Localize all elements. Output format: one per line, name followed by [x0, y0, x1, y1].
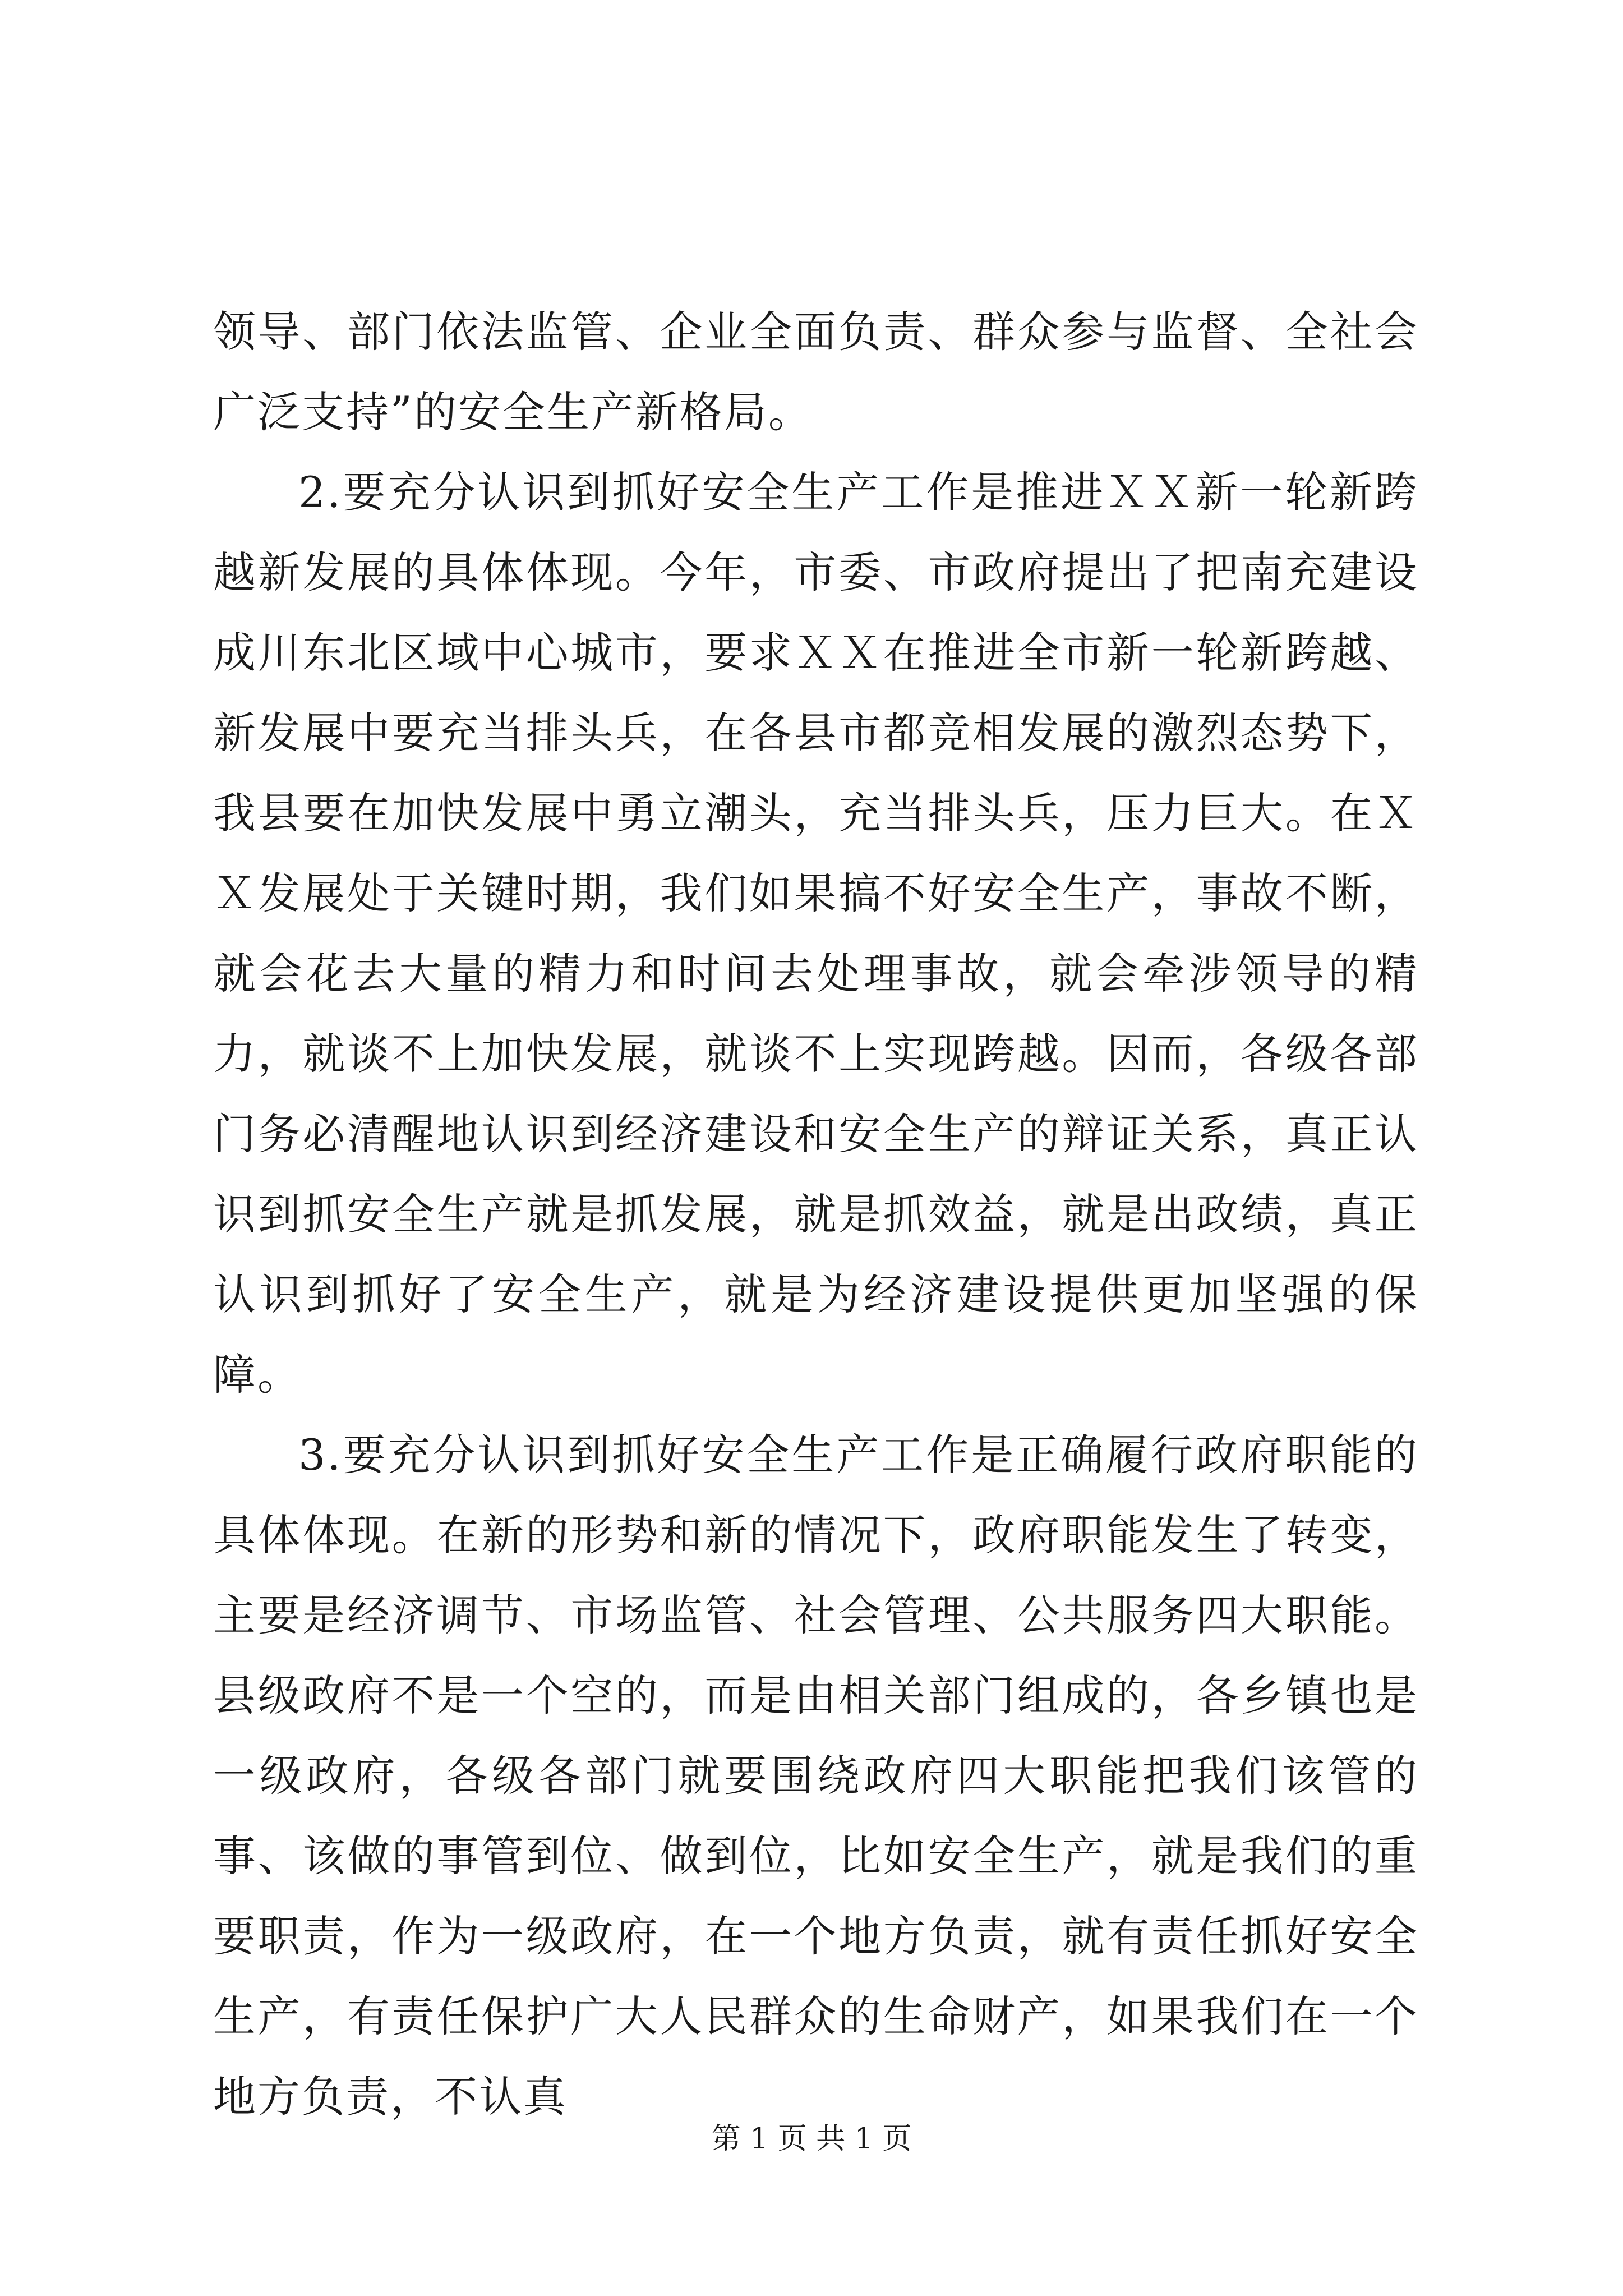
- paragraph-continuation: 领导、部门依法监管、企业全面负责、群众参与监督、全社会广泛支持”的安全生产新格局。: [213, 307, 1419, 437]
- document-body: [213, 292, 1419, 2137]
- paragraph-item-2: 2.要充分认识到抓好安全生产工作是推进ＸＸ新一轮新跨越新发展的具体体现。今年，市委、市政府提出了把南充建设成川东北区域中心城市，要求ＸＸ在推进全市新一轮新跨越、新发展中要充当排头兵，在各县市都竞相发展的激烈态势下，我县要在加快发展中勇立潮头，充当排头兵，压力巨大。在ＸＸ发展处于关键时期，我们如果搞不好安全生产，事故不断，就会花去大量的精力和时间去处理事故，就会牵涉领导的精力，就谈不上加快发展，就谈不上实现跨越。因而，各级各部门务必清醒地认识到经济建设和安全生产的辩证关系，真正认识到抓安全生产就是抓发展，就是抓效益，就是出政绩，真正认识到抓好了安全生产，就是为经济建设提供更加坚强的保障。: [213, 467, 1419, 1400]
- page-footer: 第 1 页 共 1 页: [711, 2122, 912, 2156]
- paragraph-item-3: 3.要充分认识到抓好安全生产工作是正确履行政府职能的具体体现。在新的形势和新的情况下，政府职能发生了转变，主要是经济调节、市场监管、社会管理、公共服务四大职能。县级政府不是一个空的，而是由相关部门组成的，各乡镇也是一级政府，各级各部门就要围绕政府四大职能把我们该管的事、该做的事管到位、做到位，比如安全生产，就是我们的重要职责，作为一级政府，在一个地方负责，就有责任抓好安全生产，有责任保护广大人民群众的生命财产，如果我们在一个地方负责，不认真: [213, 1430, 1419, 2122]
